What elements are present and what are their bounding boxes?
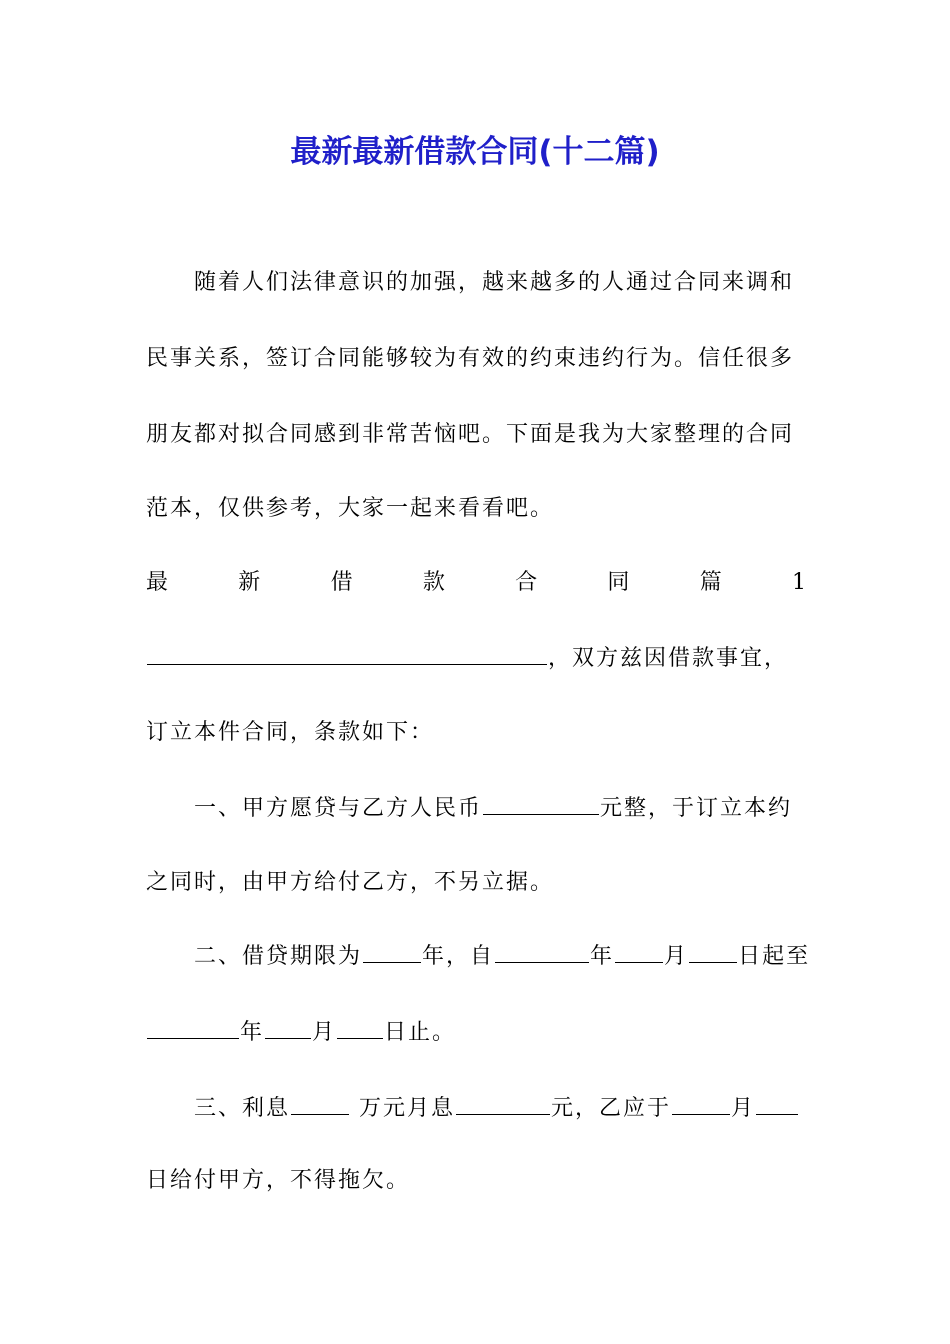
heading-char: 合 (515, 570, 538, 595)
blank-start-month (615, 942, 663, 963)
clause-3-text-c: 元，乙应于 (551, 1096, 672, 1121)
blank-end-month (265, 1018, 311, 1039)
intro-line-1: 随着人们法律意识的加强，越来越多的人通过合同来调和 (194, 270, 795, 295)
clause-2-text-d: 月 (664, 944, 689, 969)
heading-char: 借 (330, 570, 353, 595)
clause-1-line-1 (194, 794, 806, 824)
clause-2-line-1 (194, 942, 811, 972)
heading-char: 款 (422, 570, 445, 595)
clause-3-line-1 (194, 1094, 806, 1124)
agree-line: 订立本件合同，条款如下： (146, 720, 435, 745)
blank-amount (483, 794, 599, 815)
parties-text: ，双方兹因借款事宜， (548, 646, 789, 671)
section-heading (146, 568, 806, 598)
clause-2-text-e: 日起至 (738, 944, 811, 969)
clause-2-text-a: 二、借贷期限为 (194, 944, 363, 969)
clause-1-line-2: 之同时，由甲方给付乙方，不另立据。 (146, 870, 555, 895)
intro-line-4: 范本，仅供参考，大家一起来看看吧。 (146, 496, 555, 521)
clause-2-text-f: 年 (240, 1020, 265, 1045)
clause-3-line-2: 日给付甲方，不得拖欠。 (146, 1168, 411, 1193)
document-title: 最新最新借款合同(十二篇) (290, 134, 660, 170)
clause-1-text-b: 元整，于订立本约 (600, 796, 793, 821)
heading-char: 同 (607, 570, 630, 595)
blank-years (363, 942, 421, 963)
blank-parties (147, 644, 547, 665)
heading-char: 新 (238, 570, 261, 595)
clause-2-line-2 (146, 1018, 806, 1048)
clause-3-text-d: 月 (731, 1096, 756, 1121)
blank-pay-month (672, 1094, 730, 1115)
blank-end-year (147, 1018, 239, 1039)
blank-monthly-interest (456, 1094, 550, 1115)
intro-line-2: 民事关系，签订合同能够较为有效的约束违约行为。信任很多 (146, 346, 795, 371)
blank-pay-day (756, 1094, 798, 1115)
intro-line-3: 朋友都对拟合同感到非常苦恼吧。下面是我为大家整理的合同 (146, 422, 795, 447)
blank-interest-base (291, 1094, 349, 1115)
parties-line (146, 644, 806, 674)
blank-start-year (495, 942, 589, 963)
heading-char: 最 (146, 570, 169, 595)
clause-1-text-a: 一、甲方愿贷与乙方人民币 (194, 796, 483, 821)
clause-2-text-g: 月 (312, 1020, 337, 1045)
clause-2-text-b: 年，自 (422, 944, 495, 969)
heading-char: 篇 (699, 570, 722, 595)
heading-char: 1 (791, 570, 806, 595)
blank-start-day (689, 942, 737, 963)
blank-end-day (337, 1018, 383, 1039)
clause-2-text-c: 年 (590, 944, 615, 969)
clause-2-text-h: 日止。 (384, 1020, 457, 1045)
clause-3-text-b: 万元月息 (350, 1096, 456, 1121)
clause-3-text-a: 三、利息 (194, 1096, 291, 1121)
